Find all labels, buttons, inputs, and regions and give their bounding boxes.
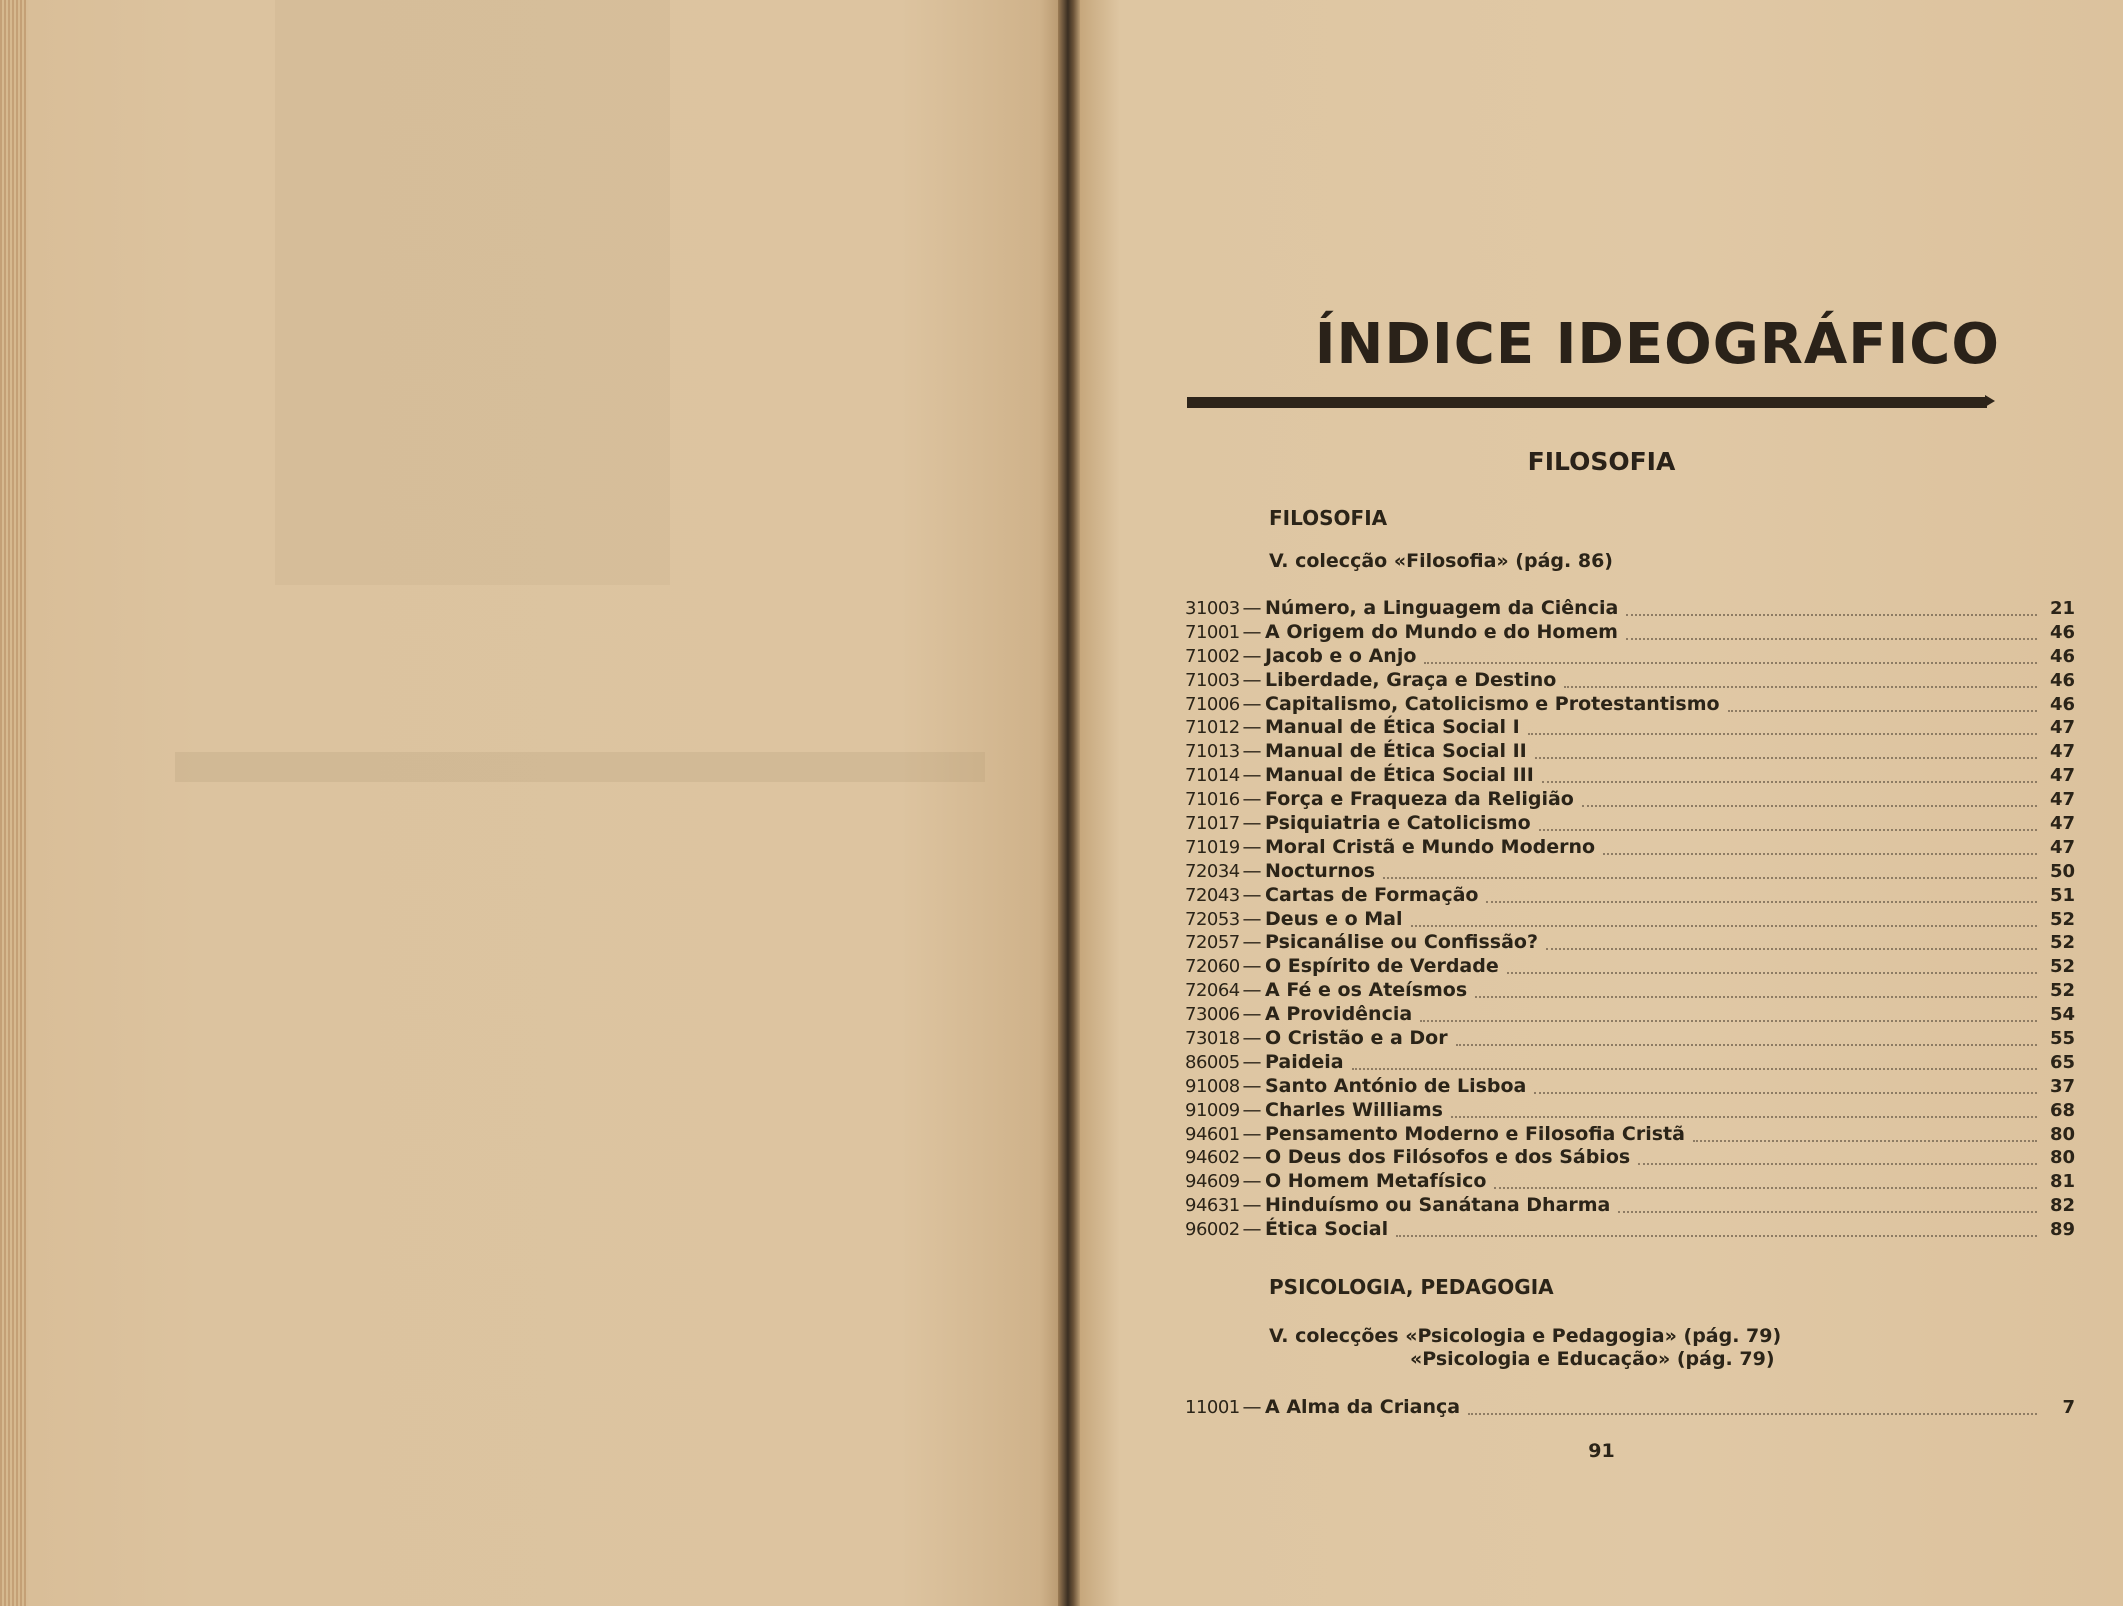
dot-leader	[1564, 674, 2037, 688]
entry-code: 71003	[1185, 669, 1240, 691]
title-rule-tip	[1985, 395, 1995, 407]
entry-page: 46	[2049, 621, 2075, 643]
entry-title: Deus e o Mal	[1265, 907, 1403, 930]
entry-title: Moral Cristã e Mundo Moderno	[1265, 835, 1596, 858]
entry-code: 72064	[1185, 980, 1240, 1002]
entry-page: 55	[2049, 1028, 2075, 1050]
entry-dash: —	[1242, 1194, 1262, 1217]
entry-dash: —	[1242, 788, 1262, 811]
entry-title: Charles Williams	[1265, 1098, 1443, 1121]
entry-dash: —	[1242, 883, 1262, 906]
entry-code: 94601	[1185, 1123, 1240, 1145]
list-item	[1185, 931, 2075, 955]
entry-title: A Alma da Criança	[1265, 1396, 1461, 1418]
entry-title: Manual de Ética Social I	[1265, 716, 1520, 739]
dot-leader	[1534, 1080, 2037, 1094]
list-item	[1185, 764, 2075, 788]
list-item	[1185, 1194, 2075, 1218]
dot-leader	[1456, 1032, 2037, 1046]
entry-page: 47	[2049, 741, 2075, 763]
list-item	[1185, 1003, 2075, 1027]
dot-leader	[1475, 984, 2037, 998]
book-gutter	[1058, 0, 1080, 1606]
entry-page: 7	[2062, 1397, 2075, 1418]
list-item	[1185, 788, 2075, 812]
entry-dash: —	[1242, 1098, 1262, 1121]
entry-code: 31003	[1185, 598, 1240, 619]
entry-dash: —	[1242, 931, 1262, 954]
list-item	[1185, 860, 2075, 884]
list-item	[1185, 1146, 2075, 1170]
entry-code: 73006	[1185, 1004, 1240, 1026]
entry-code: 72053	[1185, 908, 1240, 930]
entry-page: 46	[2049, 645, 2075, 667]
dot-leader	[1486, 889, 2037, 903]
entry-code: 71001	[1185, 621, 1240, 643]
entry-dash: —	[1242, 955, 1262, 978]
list-item	[1185, 1027, 2075, 1051]
entry-title: O Homem Metafísico	[1265, 1170, 1487, 1193]
entry-page: 52	[2049, 956, 2075, 978]
entry-code: 71012	[1185, 717, 1240, 739]
entry-dash: —	[1242, 979, 1262, 1002]
dot-leader	[1693, 1128, 2037, 1142]
entry-title: Capitalismo, Catolicismo e Protestantismo	[1265, 692, 1720, 715]
psicologia-see-also-2: «Psicologia e Educação» (pág. 79)	[1410, 1348, 1775, 1370]
entry-title: Paideia	[1265, 1050, 1344, 1073]
list-item	[1185, 1099, 2075, 1123]
filosofia-entry-list	[1185, 597, 2075, 1242]
entry-code: 72043	[1185, 884, 1240, 906]
entry-title: Pensamento Moderno e Filosofia Cristã	[1265, 1122, 1685, 1145]
entry-page: 54	[2049, 1004, 2075, 1026]
entry-title: Psiquiatria e Catolicismo	[1265, 812, 1531, 835]
entry-page: 82	[2049, 1195, 2075, 1217]
dot-leader	[1618, 1199, 2037, 1213]
entry-code: 72057	[1185, 932, 1240, 954]
entry-page: 46	[2049, 693, 2075, 715]
list-item	[1185, 836, 2075, 860]
entry-code: 96002	[1185, 1219, 1240, 1241]
entry-title: O Deus dos Filósofos e dos Sábios	[1265, 1146, 1631, 1169]
dot-leader	[1582, 793, 2037, 807]
dot-leader	[1539, 817, 2037, 831]
entry-page: 47	[2049, 765, 2075, 787]
entry-title: Manual de Ética Social III	[1265, 764, 1534, 787]
entry-page: 80	[2049, 1147, 2075, 1169]
psicologia-entry-list	[1185, 1396, 2075, 1420]
entry-title: O Espírito de Verdade	[1265, 955, 1499, 978]
entry-page: 51	[2049, 884, 2075, 906]
entry-page: 47	[2049, 813, 2075, 835]
filosofia-heading: FILOSOFIA	[1269, 506, 1388, 530]
entry-code: 91008	[1185, 1075, 1240, 1097]
list-item	[1185, 716, 2075, 740]
entry-dash: —	[1242, 764, 1262, 787]
dot-leader	[1535, 745, 2037, 759]
entry-title: Jacob e o Anjo	[1265, 644, 1417, 667]
entry-title: Hinduísmo ou Sanátana Dharma	[1265, 1194, 1611, 1217]
filosofia-see-also: V. colecção «Filosofia» (pág. 86)	[1269, 550, 1613, 572]
entry-dash: —	[1242, 740, 1262, 763]
list-item	[1185, 597, 2075, 621]
section-heading: FILOSOFIA	[1527, 447, 1676, 476]
dot-leader	[1507, 960, 2037, 974]
list-item	[1185, 979, 2075, 1003]
entry-code: 91009	[1185, 1099, 1240, 1121]
entry-code: 71013	[1185, 741, 1240, 763]
entry-title: Nocturnos	[1265, 859, 1376, 882]
list-item	[1185, 1051, 2075, 1075]
bleed-through-image	[275, 0, 670, 585]
entry-dash: —	[1242, 1122, 1262, 1145]
entry-code: 72060	[1185, 956, 1240, 978]
list-item	[1185, 812, 2075, 836]
dot-leader	[1626, 602, 2037, 616]
entry-title: Número, a Linguagem da Ciência	[1265, 597, 1619, 619]
entry-dash: —	[1242, 1218, 1262, 1241]
list-item	[1185, 955, 2075, 979]
list-item	[1185, 884, 2075, 908]
list-item	[1185, 1396, 2075, 1420]
entry-dash: —	[1242, 716, 1262, 739]
entry-title: A Origem do Mundo e do Homem	[1265, 620, 1618, 643]
entry-dash: —	[1242, 1146, 1262, 1169]
bleed-through-rule	[175, 752, 985, 782]
entry-page: 81	[2049, 1171, 2075, 1193]
dot-leader	[1638, 1151, 2037, 1165]
dot-leader	[1546, 936, 2037, 950]
entry-dash: —	[1242, 668, 1262, 691]
entry-page: 65	[2049, 1051, 2075, 1073]
list-item	[1185, 1218, 2075, 1242]
entry-title: Psicanálise ou Confissão?	[1265, 931, 1538, 954]
entry-code: 72034	[1185, 860, 1240, 882]
dot-leader	[1420, 1008, 2037, 1022]
entry-dash: —	[1242, 907, 1262, 930]
entry-page: 37	[2049, 1075, 2075, 1097]
list-item	[1185, 1123, 2075, 1147]
title-rule	[1187, 397, 1987, 408]
entry-title: Santo António de Lisboa	[1265, 1074, 1527, 1097]
entry-title: Ética Social	[1265, 1218, 1389, 1241]
entry-dash: —	[1242, 859, 1262, 882]
entry-title: Força e Fraqueza da Religião	[1265, 788, 1574, 811]
entry-dash: —	[1242, 812, 1262, 835]
dot-leader	[1528, 721, 2037, 735]
entry-code: 71014	[1185, 765, 1240, 787]
entry-dash: —	[1242, 597, 1262, 619]
list-item	[1185, 621, 2075, 645]
entry-dash: —	[1242, 644, 1262, 667]
right-page	[1080, 0, 2123, 1606]
entry-page: 46	[2049, 669, 2075, 691]
entry-page: 52	[2049, 908, 2075, 930]
entry-page: 47	[2049, 836, 2075, 858]
entry-page: 68	[2049, 1099, 2075, 1121]
page-title: ÍNDICE IDEOGRÁFICO	[1314, 312, 2000, 377]
list-item	[1185, 908, 2075, 932]
entry-code: 73018	[1185, 1028, 1240, 1050]
entry-page: 52	[2049, 980, 2075, 1002]
entry-page: 80	[2049, 1123, 2075, 1145]
psicologia-heading: PSICOLOGIA, PEDAGOGIA	[1269, 1275, 1554, 1299]
entry-title: O Cristão e a Dor	[1265, 1027, 1448, 1050]
list-item	[1185, 669, 2075, 693]
dot-leader	[1424, 650, 2037, 664]
entry-dash: —	[1242, 1027, 1262, 1050]
entry-page: 52	[2049, 932, 2075, 954]
entry-dash: —	[1242, 620, 1262, 643]
psicologia-see-also-1: V. colecções «Psicologia e Pedagogia» (pág. 79)	[1269, 1325, 1782, 1347]
entry-page: 21	[2049, 598, 2075, 619]
entry-code: 71002	[1185, 645, 1240, 667]
entry-page: 89	[2049, 1219, 2075, 1241]
entry-dash: —	[1242, 1170, 1262, 1193]
entry-code: 11001	[1185, 1397, 1240, 1418]
dot-leader	[1626, 626, 2037, 640]
entry-dash: —	[1242, 1050, 1262, 1073]
dot-leader	[1352, 1056, 2037, 1070]
entry-page: 50	[2049, 860, 2075, 882]
list-item	[1185, 693, 2075, 717]
entry-dash: —	[1242, 692, 1262, 715]
dot-leader	[1542, 769, 2037, 783]
entry-title: A Fé e os Ateísmos	[1265, 979, 1468, 1002]
dot-leader	[1728, 698, 2037, 712]
dot-leader	[1411, 913, 2037, 927]
entry-page: 47	[2049, 717, 2075, 739]
list-item	[1185, 645, 2075, 669]
entry-dash: —	[1242, 1074, 1262, 1097]
entry-title: Manual de Ética Social II	[1265, 740, 1527, 763]
entry-dash: —	[1242, 835, 1262, 858]
dot-leader	[1383, 865, 2037, 879]
entry-code: 71006	[1185, 693, 1240, 715]
entry-title: Cartas de Formação	[1265, 883, 1479, 906]
list-item	[1185, 740, 2075, 764]
entry-code: 86005	[1185, 1051, 1240, 1073]
list-item	[1185, 1075, 2075, 1099]
entry-dash: —	[1242, 1003, 1262, 1026]
dot-leader	[1468, 1401, 2037, 1415]
entry-page: 47	[2049, 789, 2075, 811]
dot-leader	[1494, 1175, 2037, 1189]
entry-code: 94609	[1185, 1171, 1240, 1193]
entry-title: A Providência	[1265, 1003, 1413, 1026]
dot-leader	[1451, 1104, 2037, 1118]
entry-code: 71019	[1185, 836, 1240, 858]
dot-leader	[1396, 1223, 2037, 1237]
entry-code: 94631	[1185, 1195, 1240, 1217]
entry-code: 71016	[1185, 789, 1240, 811]
list-item	[1185, 1170, 2075, 1194]
entry-dash: —	[1242, 1396, 1262, 1418]
entry-code: 71017	[1185, 813, 1240, 835]
page-edges	[0, 0, 26, 1606]
dot-leader	[1603, 841, 2037, 855]
entry-title: Liberdade, Graça e Destino	[1265, 668, 1557, 691]
entry-code: 94602	[1185, 1147, 1240, 1169]
page-number: 91	[1588, 1440, 1615, 1462]
